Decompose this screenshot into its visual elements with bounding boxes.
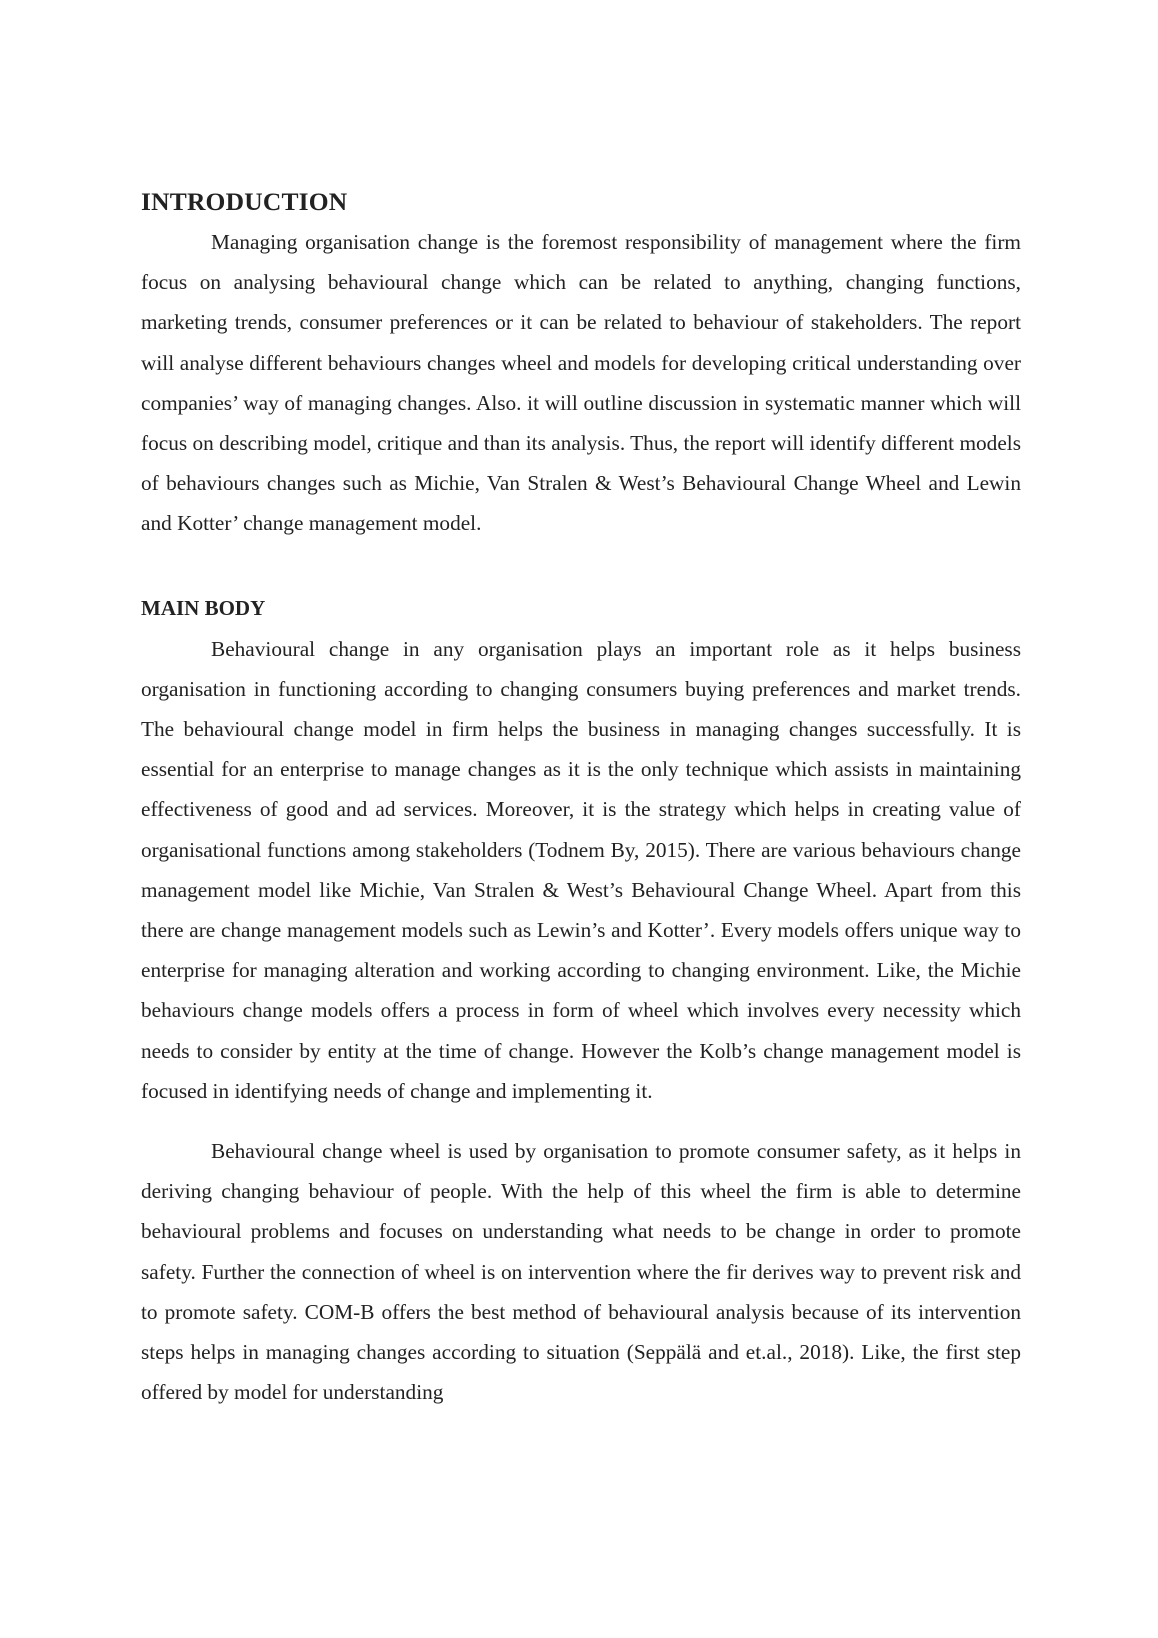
- introduction-paragraph: Managing organisation change is the foremost responsibility of management where the firm focus on analysing behavioural change which can be related to anything, changing functions, marketing trends, consumer preferences or it can be related to behaviour of stakeholders. The report will analyse different behaviours changes wheel and models for developing critical understanding over companies’ way of managing changes. Also. it will outline discussion in systematic manner which will focus on describing model, critique and than its analysis. Thus, the report will identify different models of behaviours changes such as Michie, Van Stralen & West’s Behavioural Change Wheel and Lewin and Kotter’ change management model.: [141, 230, 1021, 536]
- introduction-heading: INTRODUCTION: [141, 187, 348, 216]
- section-spacer: [141, 544, 1021, 591]
- document-content: [141, 184, 1021, 1412]
- main-body-paragraph-2: Behavioural change wheel is used by organisation to promote consumer safety, as it helps in deriving changing behaviour of people. With the help of this wheel the firm is able to determine behavioural problems and focuses on understanding what needs to be change in order to promote safety. Further the connection of wheel is on intervention where the fir derives way to prevent risk and to promote safety. COM-B offers the best method of behavioural analysis because of its intervention steps helps in managing changes according to situation (Seppälä and et.al., 2018). Like, the first step offered by model for understanding: [141, 1139, 1021, 1405]
- main-body-heading: MAIN BODY: [141, 595, 266, 620]
- main-body-paragraph-1: Behavioural change in any organisation plays an important role as it helps business organisation in functioning according to changing consumers buying preferences and market trends. The behavioural change model in firm helps the business in managing changes successfully. It is essential for an enterprise to manage changes as it is the only technique which assists in maintaining effectiveness of good and ad services. Moreover, it is the strategy which helps in creating value of organisational functions among stakeholders (Todnem By, 2015). There are various behaviours change management model like Michie, Van Stralen & West’s Behavioural Change Wheel. Apart from this there are change management models such as Lewin’s and Kotter’. Every models offers unique way to enterprise for managing alteration and working according to changing environment. Like, the Michie behaviours change models offers a process in form of wheel which involves every necessity which needs to consider by entity at the time of change. However the Kolb’s change management model is focused in identifying needs of change and implementing it.: [141, 636, 1021, 1103]
- paragraph-spacer: [141, 1111, 1021, 1131]
